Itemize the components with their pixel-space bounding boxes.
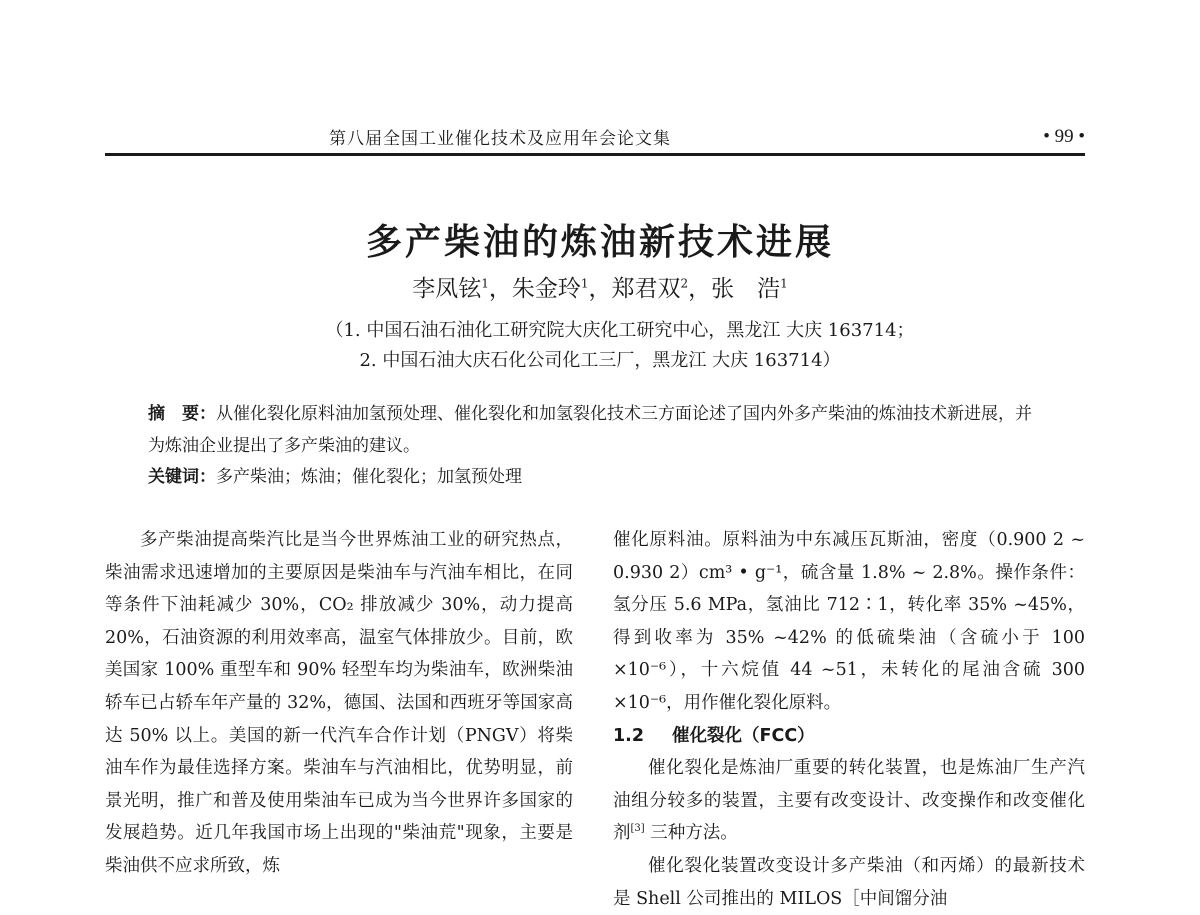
paragraph-text: 三种方法。 xyxy=(644,823,738,844)
author-affil-marker: 2 xyxy=(680,276,689,291)
abstract xyxy=(148,398,1048,462)
author-list: 李凤铉$^1$，朱金玲$^1$，郑君双$^2$，张 浩$^1$ xyxy=(412,276,788,302)
keywords-label: 关键词： xyxy=(148,467,216,487)
author-affil-marker: 1 xyxy=(481,276,489,291)
author-name: 郑君双 xyxy=(611,276,681,302)
author-name: 张 浩 xyxy=(711,276,781,302)
keywords xyxy=(148,461,1048,493)
section-number: 1.2 xyxy=(613,725,645,746)
left-column xyxy=(105,524,573,883)
author-name: 朱金玲 xyxy=(511,276,581,302)
body-paragraph: 催化原料油。原料油为中东减压瓦斯油，密度（0.900 2 ~ 0.930 2）cm³ • g⁻¹，硫含量 1.8% ~ 2.8%。操作条件：氢分压 5.6 MPa，氢油比 712∶1，转化率 35% ~45%，得到收率为 35% ~42% 的低硫柴油（含硫小于 100 ×10⁻⁶），十六烷值 44 ~51，未转化的尾油含硫 300 ×10⁻⁶，用作催化裂化原料。 xyxy=(613,530,1085,713)
abstract-label: 摘 要： xyxy=(148,404,216,424)
author-name: 李凤铉 xyxy=(412,276,482,302)
body-paragraph: 多产柴油提高柴汽比是当今世界炼油工业的研究热点，柴油需求迅速增加的主要原因是柴油车与汽油车相比，在同等条件下油耗减少 30%，CO₂ 排放减少 30%，动力提高 20%，石油资源的利用效率高，温室气体排放少。目前，欧美国家 100% 重型车和 90% 轻型车均为柴油车，欧洲柴油轿车已占轿车年产量的 32%，德国、法国和西班牙等国家高达 50% 以上。美国的新一代汽车合作计划（PNGV）将柴油车作为最佳选择方案。柴油车与汽油相比，优势明显，前景光明，推广和普及使用柴油车已成为当今世界许多国家的发展趋势。近几年我国市场上出现的"柴油荒"现象，主要是柴油供不应求所致，炼 xyxy=(105,530,573,876)
running-header: 第八届全国工业催化技术及应用年会论文集 xyxy=(329,129,671,149)
paragraph-text: 催化裂化是炼油厂重要的转化装置，也是炼油厂生产汽油组分较多的装置，主要有改变设计、改变操作和改变催化剂 xyxy=(613,758,1085,844)
abstract-text: 从催化裂化原料油加氢预处理、催化裂化和加氢裂化技术三方面论述了国内外多产柴油的炼油技术新进展，并为炼油企业提出了多产柴油的建议。 xyxy=(148,404,1032,456)
header-rule xyxy=(105,153,1085,156)
author-affil-marker: 1 xyxy=(780,276,788,291)
section-heading xyxy=(613,720,1085,753)
paper-title: 多产柴油的炼油新技术进展 xyxy=(365,222,834,263)
right-column xyxy=(613,524,1085,915)
affiliation-line-1: （1. 中国石油石油化工研究院大庆化工研究中心，黑龙江 大庆 163714； xyxy=(325,320,915,341)
section-title: 催化裂化（FCC） xyxy=(672,725,815,746)
author-affil-marker: 1 xyxy=(580,276,589,291)
affiliation-line-2: 2. 中国石油大庆石化公司化工三厂，黑龙江 大庆 163714） xyxy=(359,350,841,371)
body-paragraph xyxy=(613,752,1085,850)
citation-ref: [3] xyxy=(630,823,645,835)
body-paragraph: 催化裂化装置改变设计多产柴油（和丙烯）的最新技术是 Shell 公司推出的 MILOS［中间馏分油 xyxy=(613,855,1085,909)
page-number: • 99 • xyxy=(1043,126,1085,147)
keywords-text: 多产柴油；炼油；催化裂化；加氢预处理 xyxy=(216,467,522,487)
